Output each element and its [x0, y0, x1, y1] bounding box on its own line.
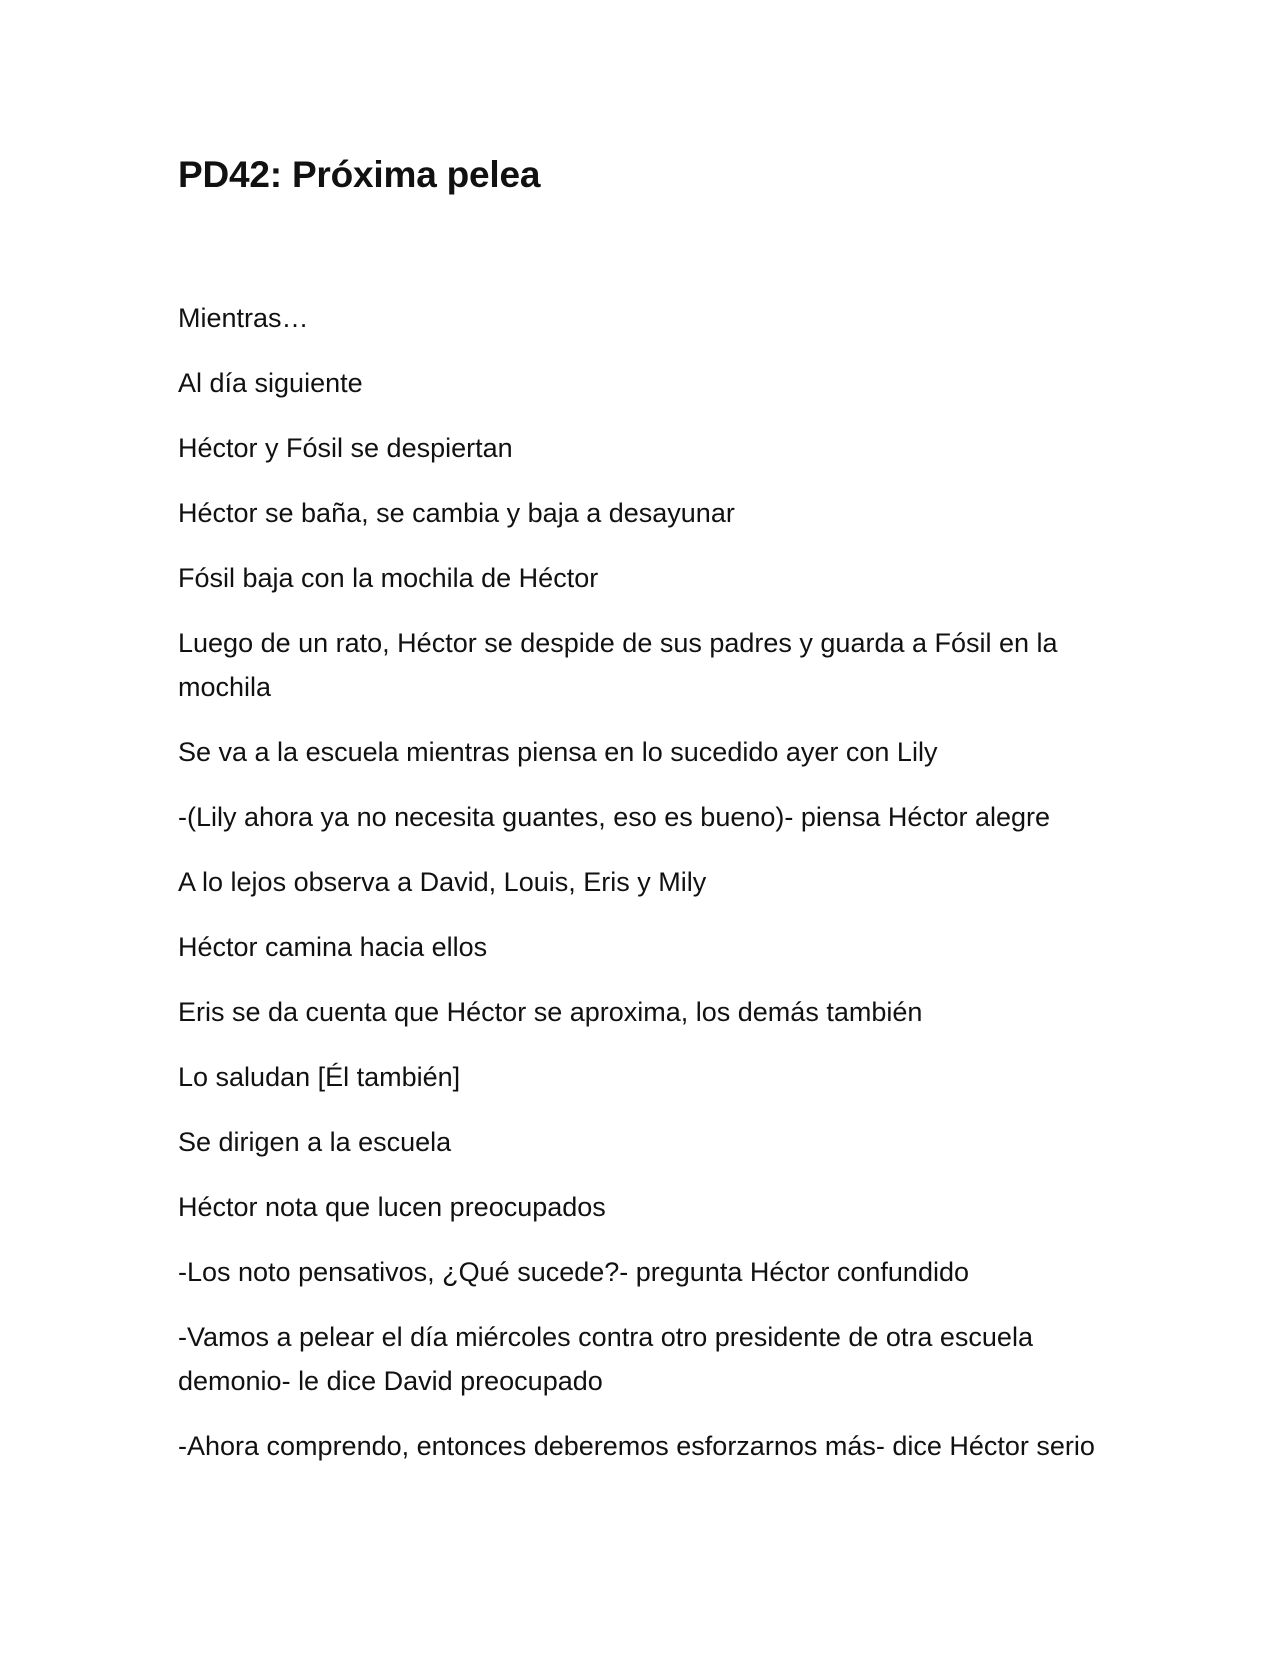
- document-body: [178, 296, 1118, 1468]
- paragraph: Lo saludan [Él también]: [178, 1062, 461, 1092]
- paragraph: Fósil baja con la mochila de Héctor: [178, 563, 599, 593]
- paragraph: -Ahora comprendo, entonces deberemos esforzarnos más- dice Héctor serio: [178, 1431, 1095, 1461]
- paragraph: -(Lily ahora ya no necesita guantes, eso es bueno)- piensa Héctor alegre: [178, 802, 1051, 832]
- paragraph: Héctor nota que lucen preocupados: [178, 1192, 606, 1222]
- paragraph: Héctor se baña, se cambia y baja a desayunar: [178, 498, 735, 528]
- paragraph: Luego de un rato, Héctor se despide de sus padres y guarda a Fósil en la mochila: [178, 628, 1058, 702]
- paragraph: Se dirigen a la escuela: [178, 1127, 452, 1157]
- paragraph: -Vamos a pelear el día miércoles contra otro presidente de otra escuela demonio- le dice David preocupado: [178, 1322, 1033, 1396]
- paragraph: Héctor camina hacia ellos: [178, 932, 488, 962]
- paragraph: -Los noto pensativos, ¿Qué sucede?- pregunta Héctor confundido: [178, 1257, 969, 1287]
- paragraph: A lo lejos observa a David, Louis, Eris y Mily: [178, 867, 707, 897]
- document-title: PD42: Próxima pelea: [178, 154, 541, 195]
- paragraph: Héctor y Fósil se despiertan: [178, 433, 513, 463]
- paragraph: Eris se da cuenta que Héctor se aproxima, los demás también: [178, 997, 923, 1027]
- paragraph: Se va a la escuela mientras piensa en lo sucedido ayer con Lily: [178, 737, 938, 767]
- document-content: [178, 148, 1118, 1489]
- paragraph: Mientras…: [178, 303, 309, 333]
- paragraph: Al día siguiente: [178, 368, 363, 398]
